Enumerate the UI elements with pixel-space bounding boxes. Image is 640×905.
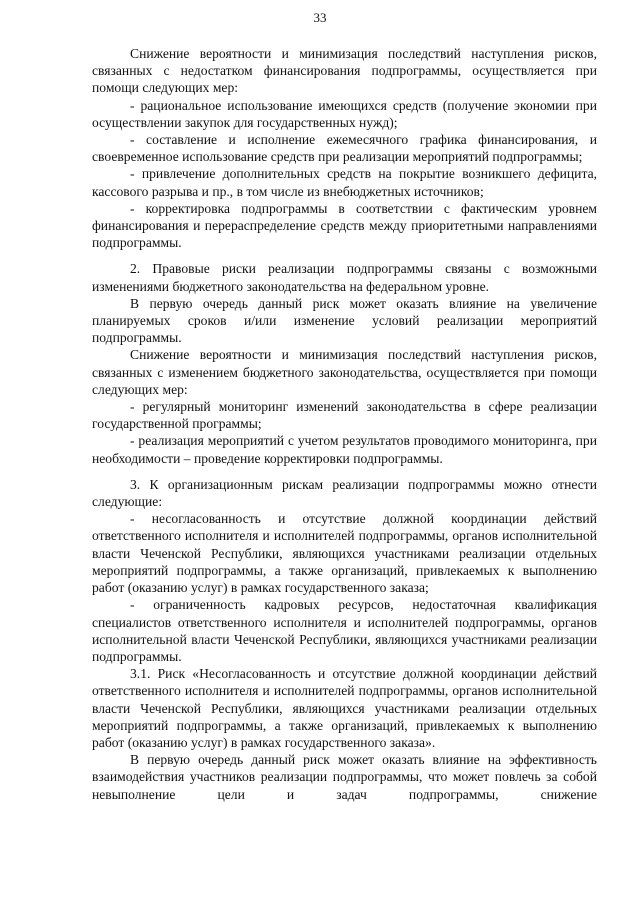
paragraph: - составление и исполнение ежемесячного графика финансирования, и своевременное использование средств при реализации мероприятий подпрограммы; xyxy=(92,132,597,165)
paragraph: В первую очередь данный риск может оказать влияние на увеличение планируемых сроков и/или изменение условий реализации мероприятий подпрограммы. xyxy=(92,295,597,346)
paragraph: 2. Правовые риски реализации подпрограммы связаны с возможными изменениями бюджетного законодательства на федеральном уровне. xyxy=(92,261,597,294)
paragraph: 3.1. Риск «Несогласованность и отсутствие должной координации действий ответственного исполнителя и исполнителей подпрограммы, органов исполнительной власти Чеченской Республики, являющихся участниками реализации отдельных мероприятий подпрограммы, а также организаций, привлекаемых к выполнению работ (оказанию услуг) в рамках государственного заказа». xyxy=(92,666,597,750)
paragraph: - корректировка подпрограммы в соответствии с фактическим уровнем финансирования и перераспределение средств между приоритетными направлениями подпрограммы. xyxy=(92,200,597,251)
paragraph: - реализация мероприятий с учетом результатов проводимого мониторинга, при необходимости – проведение корректировки подпрограммы. xyxy=(92,433,597,466)
paragraph: - привлечение дополнительных средств на покрытие возникшего дефицита, кассового разрыва и пр., в том числе из внебюджетных источников; xyxy=(92,166,597,199)
paragraph: Снижение вероятности и минимизация последствий наступления рисков, связанных с недостатком финансирования подпрограммы, осуществляется при помощи следующих мер: xyxy=(92,46,597,96)
paragraph: - регулярный мониторинг изменений законодательства в сфере реализации государственной программы; xyxy=(92,399,597,432)
document-body xyxy=(92,45,597,803)
paragraph: - рациональное использование имеющихся средств (получение экономии при осуществлении закупок для государственных нужд); xyxy=(92,97,597,130)
paragraph: В первую очередь данный риск может оказать влияние на эффективность взаимодействия участников реализации подпрограммы, что может повлечь за собой невыполнение цели и задач подпрограммы, снижение xyxy=(92,752,597,802)
paragraph: - несогласованность и отсутствие должной координации действий ответственного исполнителя и исполнителей подпрограммы, органов исполнительной власти Чеченской Республики, являющихся участниками реализации отдельных мероприятий подпрограммы, а также организаций, привлекаемых к выполнению работ (оказанию услуг) в рамках государственного заказа; xyxy=(92,511,597,596)
page-number: 33 xyxy=(313,10,327,25)
paragraph: - ограниченность кадровых ресурсов, недостаточная квалификация специалистов ответственного исполнителя и исполнителей подпрограммы, органов исполнительной власти Чеченской Республики, являющихся участниками реализации подпрограммы. xyxy=(92,597,597,664)
paragraph: Снижение вероятности и минимизация последствий наступления рисков, связанных с изменением бюджетного законодательства, осуществляется при помощи следующих мер: xyxy=(92,347,597,397)
paragraph: 3. К организационным рискам реализации подпрограммы можно отнести следующие: xyxy=(92,476,597,510)
